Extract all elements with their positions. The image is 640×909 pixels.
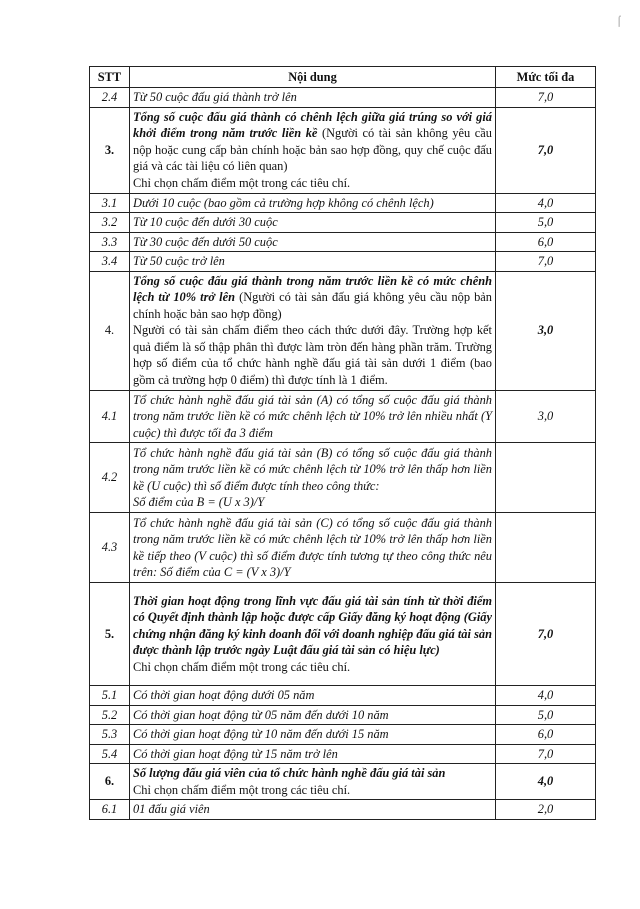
row-stt: 3.4 xyxy=(90,252,130,272)
criterion-body: Người có tài sản chấm điểm theo cách thức dưới đây. Trường hợp kết quả điểm là số thập phân thì được làm tròn đến hàng phần trăm. Trường hợp số điểm của tổ chức hành nghề đấu giá tài sản dưới 1 điểm (bao gồm cả trường hợp 0 điểm) thì được tính là 1 điểm. xyxy=(133,323,492,387)
table-row xyxy=(90,744,596,764)
row-content xyxy=(130,764,496,800)
row-score: 7,0 xyxy=(496,107,596,193)
table-row xyxy=(90,252,596,272)
table-row xyxy=(90,88,596,108)
row-score: 5,0 xyxy=(496,213,596,233)
row-stt: 5.3 xyxy=(90,725,130,745)
table-row xyxy=(90,271,596,390)
row-score: 7,0 xyxy=(496,88,596,108)
row-content xyxy=(130,583,496,686)
criterion-title: Số lượng đấu giá viên của tổ chức hành nghề đấu giá tài sản xyxy=(133,766,446,780)
row-score: 6,0 xyxy=(496,232,596,252)
row-score xyxy=(496,513,596,583)
row-stt: 3. xyxy=(90,107,130,193)
criterion-note: (Người có tài sản đấu giá không yêu cầu nộp bản chính hoặc bản sao hợp đồng) xyxy=(133,290,492,321)
row-score: 7,0 xyxy=(496,583,596,686)
row-stt: 3.2 xyxy=(90,213,130,233)
row-stt: 2.4 xyxy=(90,88,130,108)
scan-mark: ⌠ xyxy=(616,16,623,27)
row-score: 7,0 xyxy=(496,252,596,272)
criterion-instruction: Chỉ chọn chấm điểm một trong các tiêu chí. xyxy=(133,659,351,674)
table-row xyxy=(90,232,596,252)
criterion-title: Thời gian hoạt động trong lĩnh vực đấu giá tài sản tính từ thời điểm có Quyết định thành lập hoặc được cấp Giấy đăng ký hoạt động (Giấy chứng nhận đăng ký kinh doanh đối với doanh nghiệp đấu giá tài sản được thành lập trước ngày Luật đấu giá tài sản có hiệu lực) xyxy=(133,593,492,658)
criterion-instruction: Chỉ chọn chấm điểm một trong các tiêu chí. xyxy=(133,782,351,797)
table-row xyxy=(90,705,596,725)
row-content xyxy=(130,271,496,390)
row-score: 2,0 xyxy=(496,800,596,820)
row-stt: 6. xyxy=(90,764,130,800)
table-row xyxy=(90,193,596,213)
scoring-table xyxy=(89,66,596,820)
row-score: 4,0 xyxy=(496,764,596,800)
table-row xyxy=(90,390,596,443)
row-score xyxy=(496,443,596,513)
criterion-instruction: Chỉ chọn chấm điểm một trong các tiêu chí. xyxy=(133,175,351,190)
row-stt: 6.1 xyxy=(90,800,130,820)
row-content xyxy=(130,107,496,193)
row-content: Từ 10 cuộc đến dưới 30 cuộc xyxy=(130,213,496,233)
row-content: Từ 50 cuộc đấu giá thành trở lên xyxy=(130,88,496,108)
row-stt: 5.2 xyxy=(90,705,130,725)
table-row xyxy=(90,513,596,583)
criterion-title: Tổng số cuộc đấu giá thành trong năm trước liền kề có mức chênh lệch từ 10% trở lên xyxy=(133,273,492,305)
table-row xyxy=(90,725,596,745)
row-score: 5,0 xyxy=(496,705,596,725)
table-row xyxy=(90,764,596,800)
row-score: 7,0 xyxy=(496,744,596,764)
row-content: Có thời gian hoạt động từ 10 năm đến dưới 15 năm xyxy=(130,725,496,745)
header-content: Nội dung xyxy=(130,67,496,88)
row-content: Có thời gian hoạt động dưới 05 năm xyxy=(130,686,496,706)
row-content xyxy=(130,443,496,513)
table-row xyxy=(90,213,596,233)
row-stt: 4.2 xyxy=(90,443,130,513)
row-stt: 5.4 xyxy=(90,744,130,764)
criterion-body: Tổ chức hành nghề đấu giá tài sản (B) có tổng số cuộc đấu giá thành trong năm trước liền kề có mức chênh lệch từ 10% trở lên thấp hơn liền kề (U cuộc) thì số điểm được tính theo công thức: xyxy=(133,445,492,493)
row-content: Từ 50 cuộc trở lên xyxy=(130,252,496,272)
row-content: Tổ chức hành nghề đấu giá tài sản (C) có tổng số cuộc đấu giá thành trong năm trước liền kề có mức chênh lệch từ 10% trở lên thấp hơn liền kề tiếp theo (V cuộc) thì số điểm được tính tương tự theo công thức nêu trên: Số điểm của C = (V x 3)/Y xyxy=(130,513,496,583)
criterion-formula: Số điểm của B = (U x 3)/Y xyxy=(133,495,265,509)
row-score: 4,0 xyxy=(496,193,596,213)
table-row xyxy=(90,800,596,820)
table-row xyxy=(90,686,596,706)
row-score: 6,0 xyxy=(496,725,596,745)
criterion-note: (Người có tài sản không yêu cầu nộp hoặc cung cấp bản chính hoặc bản sao hợp đồng, quy chế cuộc đấu giá và các tài liệu có liên quan) xyxy=(133,126,492,174)
row-stt: 4. xyxy=(90,271,130,390)
row-stt: 4.1 xyxy=(90,390,130,443)
table-row xyxy=(90,583,596,686)
row-score: 3,0 xyxy=(496,271,596,390)
row-stt: 5. xyxy=(90,583,130,686)
row-stt: 3.3 xyxy=(90,232,130,252)
row-stt: 4.3 xyxy=(90,513,130,583)
row-content: Có thời gian hoạt động từ 15 năm trở lên xyxy=(130,744,496,764)
row-score: 4,0 xyxy=(496,686,596,706)
table-header-row xyxy=(90,67,596,88)
table-row xyxy=(90,107,596,193)
row-stt: 5.1 xyxy=(90,686,130,706)
header-max: Mức tối đa xyxy=(496,67,596,88)
row-content: Từ 30 cuộc đến dưới 50 cuộc xyxy=(130,232,496,252)
row-content: 01 đấu giá viên xyxy=(130,800,496,820)
table-row xyxy=(90,443,596,513)
row-score: 3,0 xyxy=(496,390,596,443)
header-stt: STT xyxy=(90,67,130,88)
row-stt: 3.1 xyxy=(90,193,130,213)
row-content: Có thời gian hoạt động từ 05 năm đến dưới 10 năm xyxy=(130,705,496,725)
row-content: Tổ chức hành nghề đấu giá tài sản (A) có tổng số cuộc đấu giá thành trong năm trước liền kề có mức chênh lệch từ 10% trở lên nhiều nhất (Y cuộc) thì được tối đa 3 điểm xyxy=(130,390,496,443)
criterion-title: Tổng số cuộc đấu giá thành có chênh lệch giữa giá trúng so với giá khởi điểm trong năm trước liền kề xyxy=(133,109,492,141)
row-content: Dưới 10 cuộc (bao gồm cả trường hợp không có chênh lệch) xyxy=(130,193,496,213)
